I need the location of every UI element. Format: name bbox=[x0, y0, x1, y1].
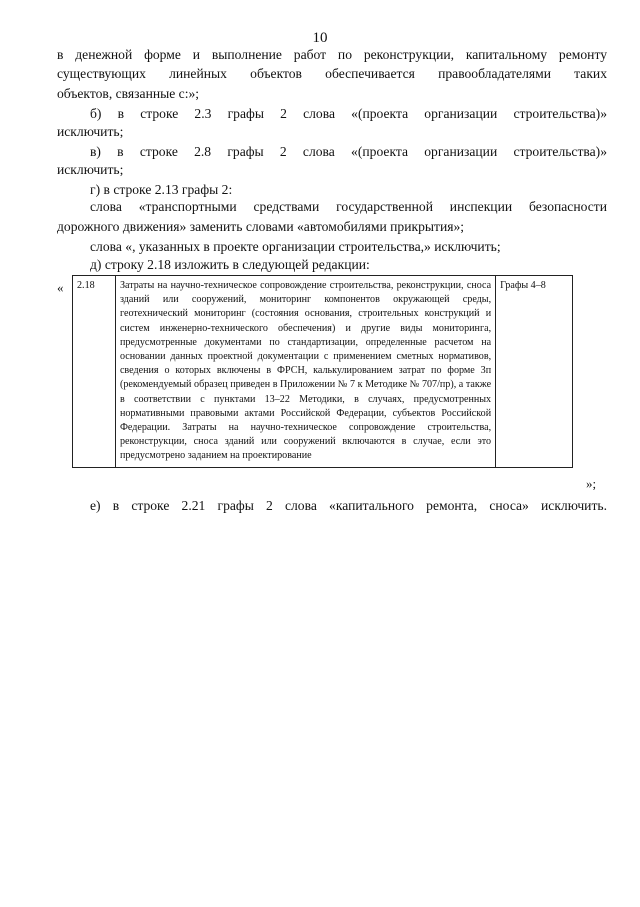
quote-close-mark: »; bbox=[586, 476, 597, 491]
table-row bbox=[73, 276, 573, 468]
intro-line-3: объектов, связанные с:»; bbox=[57, 86, 200, 101]
item-e-text: е) в строке 2.21 графы 2 слова «капитального ремонта, сноса» исключить. bbox=[90, 498, 607, 513]
columns-cell: Графы 4–8 bbox=[496, 276, 573, 468]
replacement-table bbox=[72, 275, 573, 468]
description-cell: Затраты на научно-техническое сопровождение строительства, реконструкции, сноса зданий или сооружений, мониторинг компонентов окружающей среды, геотехнический мониторинг (состояния основания, строительных конструкций и систем инженерно-технического обеспечения) и другие виды мониторинга, предусмотренные документами по стандартизации, определенные расчетом на основании данных проектной документации с применением сметных нормативов, сведения о которых включены в ФРСН, калькулированием затрат по форме 3п (рекомендуемый образец приведен в Приложении № 7 к Методике № 707/пр), а также в соответствии с пунктами 13–22 Методики, в случаях, предусмотренных нормативными правовыми актами Российской Федерации, субъектов Российской Федерации. Затраты на научно-техническое сопровождение строительства, реконструкции, сноса зданий или сооружений включаются в случае, если это предусмотрено заданием на проектирование bbox=[115, 276, 495, 468]
item-b-line-2: исключить; bbox=[57, 124, 124, 139]
item-v-line-2: исключить; bbox=[57, 162, 124, 177]
item-g-line-3: дорожного движения» заменить словами «автомобилями прикрытия»; bbox=[57, 219, 465, 234]
item-g-line-2: слова «транспортными средствами государственной инспекции безопасности bbox=[90, 199, 607, 214]
item-g-line-4: слова «, указанных в проекте организации строительства,» исключить; bbox=[90, 239, 501, 254]
item-b-line-1: б) в строке 2.3 графы 2 слова «(проекта организации строительства)» bbox=[90, 106, 607, 121]
intro-line-2: существующих линейных объектов обеспечивается правообладателями таких bbox=[57, 66, 607, 81]
row-number-cell: 2.18 bbox=[73, 276, 116, 468]
item-d-text: д) строку 2.18 изложить в следующей редакции: bbox=[90, 257, 370, 272]
item-g-line-1: г) в строке 2.13 графы 2: bbox=[90, 182, 233, 197]
quote-open-mark: « bbox=[57, 280, 64, 295]
intro-line-1: в денежной форме и выполнение работ по реконструкции, капитальному ремонту bbox=[57, 47, 607, 62]
item-v-line-1: в) в строке 2.8 графы 2 слова «(проекта организации строительства)» bbox=[90, 144, 607, 159]
page-number: 10 bbox=[312, 30, 328, 46]
